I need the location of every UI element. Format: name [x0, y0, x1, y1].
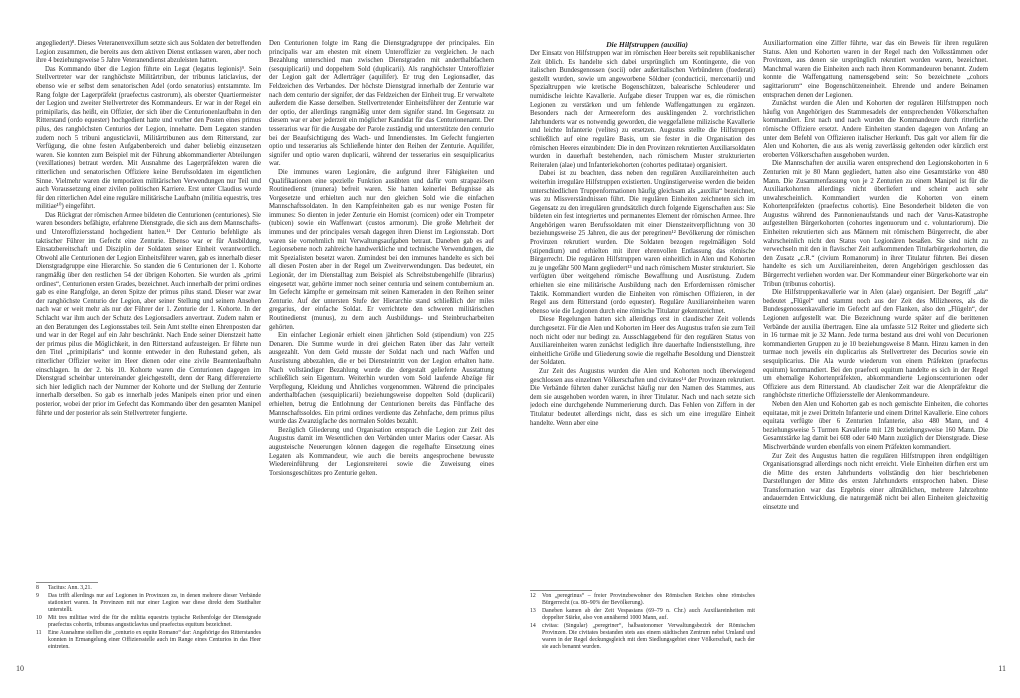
paragraph: Dabei ist zu beachten, dass neben den regulären Auxiliareinheiten auch weiterhin irreguläre Hilfstruppen existierten. Ungünstigerweise werden die beiden unterschiedlichen Truppenformationen häufig gleichsam als „auxilia“ bezeichnet, was zu Missverständnissen führt. Die regulären Einheiten zeichneten sich im Gegensatz zu den irregulären grundsätzlich durch folgende Eigenschaften aus: Sie bildeten ein fest integriertes und permanentes Element der römischen Armee. Ihre Angehörigen waren Berufssoldaten mit einer Dienstzeitverpflichtung von 30 beziehungsweise 25 Jahren, die aus der peregrinen¹² Bevölkerung der römischen Provinzen rekrutiert wurden. Die Soldaten bezogen regelmäßigen Sold (stipendium) und erhielten mit ihrer ehrenvollen Entlassung das römische Bürgerrecht. Die regulären Hilfstruppen waren einheitlich in Alen und Kohorten zu je ungefähr 500 Mann gegliedert¹³ und nach römischem Muster strukturiert. Sie verfügten über weitgehend römische Bewaffnung und Ausrüstung. Zudem erhielten sie eine militärische Ausbildung nach den Erfordernissen römischer Taktik. Kommandiert wurden die Einheiten von römischen Offizieren, in der Regel aus dem Ritterstand (ordo equester). Reguläre Auxiliareinheiten waren ebenso wie die Legionen durch eine römische Titulatur gekennzeichnet. — [530, 170, 755, 315]
footnote-text: Daneben kamen ab der Zeit Vespasians (69–79 n. Chr.) auch Auxiliareinheiten mit doppelter Stärke, also von annähernd 1000 Mann, auf. — [542, 608, 755, 621]
left-page-footnotes — [36, 582, 261, 652]
paragraph: Die immunes waren Legionäre, die aufgrund ihrer Fähigkeiten und Qualifikationen eine spezielle Funktion ausübten und dafür vom strapaziösen Routinedienst (munera) befreit waren. Sie hatten keinerlei Befugnisse als Vorgesetzte und erhielten auch nur den gleichen Sold wie die einfachen Mannschaftssoldaten. In den Kampfeinheiten gab es nur wenige Posten für immunes: So dienten in jeder Zenturie ein Hornist (cornicen) oder ein Trompeter (tubicen) sowie ein Waffenwart (custos armorum). Die große Mehrheit der immunes und der principales versah dagegen ihren Dienst im Legionsstab. Dort waren sie vornehmlich mit Verwaltungsaufgaben betraut. Daneben gab es auf Legionsebene noch zahlreiche handwerkliche und technische Verwendungen, die mit Spezialisten besetzt waren. Zumindest bei den immunes handelte es sich bei all diesen Posten aber in der Regel um Zweitverwendungen. Das bedeutet, ein Legionär, der im Dienstalltag zum Beispiel als Schreibstubengehilfe (librarius) eingesetzt war, gehörte immer noch seiner centuria und seinem contubernium an. Im Gefecht kämpfte er gemeinsam mit seinen Kameraden in den Reihen seiner Zenturie. Auf der untersten Stufe der Hierarchie stand schließlich der miles gregarius, der einfache Soldat. Er verrichtete den schweren militärischen Routinedienst (munus), zu dem auch Ausbildungs- und Steinbrucharbeiten gehörten. — [269, 168, 494, 331]
footnote — [530, 608, 755, 622]
footnote-number: 9 — [36, 593, 39, 599]
footnote — [36, 585, 261, 592]
left-page-column-1 — [36, 40, 261, 652]
paragraph: Das Rückgrat der römischen Armee bildeten die Centurionen (centuriones). Sie waren besonders befähigte, erfahrene Dienstgrade, die sich aus dem Mannschafts- und Unteroffiziersstand hochgedient hatten.¹¹ Der Centurio befehligte als taktischer Führer im Gefecht eine Zenturie. Ebenso war er für Ausbildung, Einsatzbereitschaft und Disziplin der Soldaten seiner Einheit verantwortlich. Obwohl alle Centurionen der Legion Einheitsführer waren, gab es innerhalb dieser Dienstgradgruppe eine Hierarchie. So standen die 6 Centurionen der 1. Kohorte rangmäßig über den restlichen 54 der übrigen Kohorten. Sie wurden als „primi ordines“, Centurionen ersten Grades, bezeichnet. Auch innerhalb der primi ordines gab es eine Rangfolge, an deren Spitze der primus pilus stand. Dieser war zwar der ranghöchste Centurio der Legion, aber seiner Stellung und seinem Ansehen nach war er weit mehr als nur der Führer der 1. Zenturie der 1. Kohorte. In der Schlacht war ihm auch der Schutz des Legionsadlers anvertraut. Zudem nahm er an den Beratungen des Legionsstabes teil. Sein Amt stellte einen Ehrenposten dar und war in der Regel auf ein Jahr beschränkt. Nach Ende seiner Dienstzeit hatte der primus pilus die Möglichkeit, in den Ritterstand aufzusteigen. Er führte nun den Titel „primipilaris“ und konnte entweder in den Ruhestand gehen, als ritterlicher Offizier weiter im Heer dienen oder eine zivile Beamtenlaufbahn einschlagen. In der 2. bis 10. Kohorte waren die Centurionen dagegen im Dienstgrad scheinbar untereinander gleichgestellt, denn der Rang differenzierte sich hier lediglich nach der Nummer der Kohorte und der Stellung der Zenturie innerhalb derselben. So gab es innerhalb jedes Manipels einen prior und einen posterior, wobei der prior im Gefecht das Kommando über den gesamten Manipel führte und der posterior als sein Stellvertreter fungierte. — [36, 211, 261, 417]
left-column-2-text — [269, 40, 494, 652]
footnote-text: civitas: (Singular) „peregriner“, halbautonomer Verwaltungsbezirk der Römischen Provinzen. Die civitates bestanden stets aus einem städtischen Zentrum nebst Umland und waren in der Regel deckungsgleich mit dem Siedlungsgebiet einer Völkerschaft, nach der sie auch benannt wurden. — [542, 623, 755, 650]
footnote-number: 14 — [530, 623, 536, 629]
footnote — [36, 630, 261, 651]
paragraph: Neben den Alen und Kohorten gab es noch gemischte Einheiten, die cohortes equitatae, mit je zwei Dritteln Infanterie und einem Drittel Kavallerie. Eine cohors equitata verfügte über 6 Zenturien Infanterie, also 480 Mann, und 4 beziehungsweise 5 Turmen Kavallerie mit 128 beziehungsweise 160 Mann. Die Gesamtstärke lag damit bei 608 oder 640 Mann zuzüglich der Dienstgrade. Diese Mischverbände wurden ebenfalls von einem Präfekten kommandiert. — [763, 400, 988, 451]
footnote-text: Eine Ausnahme stellten die „centurio ex equite Romano“ dar: Angehörige des Ritterstandes konnten in Ermangelung einer Offiziersstelle auch im Range eines Centurios in das Heer eintreten. — [48, 630, 261, 650]
right-page-footnotes — [530, 590, 755, 652]
footnote-text: Mit tres militiae wird die für die militia equestris typische Reihenfolge der Dienstgrade praefectus cohortis, tribunus angusticlavius und praefectus equitum bezeichnet. — [48, 615, 261, 628]
page-number-right: 11 — [998, 664, 1006, 673]
footnote-number: 10 — [36, 615, 42, 621]
paragraph: Das Kommando über die Legion führte ein Legat (legatus legionis)⁹. Sein Stellvertreter war der ranghöchste Militärtribun, der tribunus laticlavius, der ebenso wie er selbst dem senatorischen Adel (ordo senatorius) entstammte. Im Rang folgte der Lagerpräfekt (praefectus castrorum), als oberster Quartiermeister der Legion und zweiter Stellvertreter des Kommandeurs. Er war in der Regel ein primipilaris, das heißt, ein Offizier, der sich über die Centurionenlaufbahn in den Ritterstand (ordo equester) hochgedient hatte und vorher den Posten eines primus pilus, des ranghöchsten Centurios der Legion, innehatte. Dem Legaten standen zudem noch 5 tribuni angusticlavii, Militärtribunen aus dem Ritterstand, zur Verfügung, die ohne festen Aufgabenbereich und daher beliebig einzusetzen waren. Sie konnten zum Beispiel mit der Führung abkommandierter Abteilungen (vexillationes) betraut werden. Mit Ausnahme des Lagerpräfekten waren die ritterlichen und senatorischen Offiziere keine Berufssoldaten im eigentlichen Sinne. Vielmehr waren die temporären militärischen Verwendungen nur Teil und auch Voraussetzung einer zivilen politischen Karriere. Erst unter Claudius wurde für den ritterlichen Adel eine reguläre militärische Laufbahn (militia equestris, tres militiae¹⁰) eingeführt. — [36, 65, 261, 211]
paragraph: angegliedert)⁸. Dieses Veteranenvexillum setzte sich aus Soldaten der betreffenden Legion zusammen, die bereits aus dem aktiven Dienst entlassen waren, aber noch ihre 4 beziehungsweise 5 Jahre Veteranendienst abzuleisten hatten. — [36, 40, 261, 65]
footnote-text: Von „peregrinus“ – freier Provinzbewohner des Römischen Reiches ohne römisches Bürgerrecht (ca. 80–90% der Bevölkerung). — [542, 593, 755, 606]
footnote — [530, 623, 755, 651]
paragraph: Ein einfacher Legionär erhielt einen jährlichen Sold (stipendium) von 225 Denaren. Die Summe wurde in drei gleichen Raten über das Jahr verteilt ausgezahlt. Von dem Geld musste der Soldat nach und nach Waffen und Ausrüstung abbezahlen, die er bei Diensteintritt von der Legion erhalten hatte. Nach vollständiger Bezahlung wurde die dergestalt gelieferte Ausstattung schließlich sein Eigentum. Weiterhin wurden vom Sold laufende Abzüge für Verpflegung, Kleidung und Ähnliches vorgenommen. Während die principales anderthalbfachen (sesquiplicarii) beziehungsweise doppelten Sold (duplicarii) erhielten, betrug die Entlohnung der Centurionen bereits das Fünffache des Mannschaftssoldes. Ein primi ordines verdiente das Zehnfache, dem primus pilus wurde das Zwanzigfache des normalen Soldes bezahlt. — [269, 332, 494, 426]
right-page-column-2 — [763, 40, 988, 652]
right-column-1-text — [530, 40, 755, 584]
footnote-number: 13 — [530, 608, 536, 614]
section-heading-auxilia: Die Hilfstruppen (auxilia) — [606, 40, 688, 49]
paragraph: Zur Zeit des Augustus wurden die Alen und Kohorten noch überwiegend geschlossen aus einzelnen Völkerschaften und civitates¹⁴ der Provinzen rekrutiert. Die Verbände führten daher zunächst häufig nur den Namen des Stammes, aus dem sie ausgehoben worden waren, in ihrer Titulatur. Nach und nach setzte sich jedoch eine durchgehende Nummerierung durch. Das Fehlen von Ziffern in der Titulatur bedeutet allerdings nicht, dass es sich um eine irreguläre Einheit handelte. Wenn aber eine — [530, 367, 755, 427]
footnote — [36, 615, 261, 629]
paragraph: Die Mannschaften der auxilia waren entsprechend den Legionskohorten in 6 Zenturien mit je 80 Mann gegliedert, hatten also eine Gesamtstärke von 480 Mann. Die Zusammenfassung von je 2 Zenturien zu einem Manipel ist für die Auxiliarkohorten allerdings nicht überliefert und scheint auch sehr unwahrscheinlich. Kommandiert wurden die Kohorten von einem Kohortenpräfekten (praefectus cohortis). Eine Besonderheit bildeten die von Augustus während des Pannonienaufstands und nach der Varus-Katastrophe aufgestellten Bürgerkohorten (cohortes ingenuorum und c. voluntariorum). Die Einheiten rekrutierten sich aus Männern mit römischem Bürgerrecht, die aber wahrscheinlich nicht den Status von Legionären besaßen. Sie sind nicht zu verwechseln mit den in flavischer Zeit aufkommenden Titularbürgerkohorten, die den Zusatz „c.R.“ (civium Romanorum) in ihrer Titulatur führten. Bei diesen handelte es sich um Auxiliareinheiten, deren Angehörigen geschlossen das Bürgerrecht verliehen worden war. Der Kommandeur einer Bürgerkohorte war ein Tribun (tribunus cohortis). — [763, 160, 988, 288]
footnote — [530, 593, 755, 607]
footnote-text: Das trifft allerdings nur auf Legionen in Provinzen zu, in denen mehrere dieser Verbände stationiert waren. In Provinzen mit nur einer Legion war diese direkt dem Statthalter unterstellt. — [48, 593, 261, 613]
left-column-1-text — [36, 40, 261, 576]
paragraph: Die Hilfstruppenkavallerie war in Alen (alae) organisiert. Der Begriff „ala“ bedeutet „Flügel“ und stammt noch aus der Zeit des Milizheeres, als die Bundesgenossenkavallerie im Gefecht auf den Flanken, also den „Flügeln“, der Legionen aufgestellt war. Die Bezeichnung wurde später auf die berittenen Verbände der auxilia übertragen. Eine ala umfasste 512 Reiter und gliederte sich in 16 turmae mit je 32 Mann. Jede turma bestand aus drei wohl von Decurionen kommandierten Gruppen zu je 10 beziehungsweise 8 Mann. Hinzu kamen in den turmae noch jeweils ein duplicarius als Stellvertreter des Decurios sowie ein sesquiplicarius. Die Ala wurde wiederum von einem Präfekten (praefectus equitum) kommandiert. Bei den praefecti equitum handelte es sich in der Regel um ehemalige Kohortenpräfekten, abkommandierte Legionscenturionen oder Offiziere aus dem Ritterstand. Ab claudischer Zeit war die Alenpräfektur die ranghöchste ritterliche Offiziersstelle der Alenkommandeure. — [763, 289, 988, 400]
paragraph: Zunächst wurden die Alen und Kohorten der regulären Hilfstruppen noch häufig von Angehörigen des Stammesadels der entsprechenden Völkerschaften kommandiert. Erst nach und nach wurden die Kommandeure durch ritterliche römische Offiziere ersetzt. Andere Einheiten standen dagegen von Anfang an unter dem Befehl von Offizieren italischer Herkunft. Das galt vor allem für die Alen und Kohorten, die aus als wenig zuverlässig geltenden oder kürzlich erst eroberten Völkerschaften ausgehoben wurden. — [763, 100, 988, 159]
footnote-number: 12 — [530, 593, 536, 599]
paragraph: Diese Regelungen hatten sich allerdings erst in claudischer Zeit vollends durchgesetzt. Für die Alen und Kohorten im Heer des Augustus trafen sie zum Teil noch nicht oder nur bedingt zu. Ausschlaggebend für den regulären Status von Auxiliareinheiten waren zunächst lediglich ihre dauerhafte Indienststellung, ihre einheitliche Größe und Gliederung sowie die regelhafte Besoldung und Dienstzeit der Soldaten. — [530, 316, 755, 367]
paragraph: Der Einsatz von Hilfstruppen war im römischen Heer bereits seit republikanischer Zeit üblich. Es handelte sich dabei ursprünglich um Kontingente, die von italischen Bundesgenossen (socii) oder außeritalischen Verbündeten (foederati) gestellt wurden, sowie um angeworbene Söldner (conducticii, mercenarii) und Spezialtruppen wie kretische Bogenschützen, balearische Schleuderer und numidische leichte Kavallerie. Aufgabe dieser Truppen war es, die römischen Legionen zu verstärken und um fehlende Waffengattungen zu ergänzen. Besonders nach der Armeereform des ausklingenden 2. vorchristlichen Jahrhunderts war es notwendig geworden, die weggefallene milizische Kavallerie und leichte Infanterie (velites) zu ersetzen. Augustus stellte die Hilfstruppen schließlich auf eine reguläre Basis, um sie fester in die Organisation des römischen Heeres einzubinden: Die in den Provinzen rekrutierten Auxiliarsoldaten wurden in dauerhaft bestehenden, nach römischem Muster strukturierten Reiteralen (alae) und Infanteriekohorten (cohortes peditatae) organisiert. — [530, 50, 755, 169]
paragraph: Bezüglich Gliederung und Organisation entsprach die Legion zur Zeit des Augustus damit im Wesentlichen den Verbänden unter Marius oder Caesar. Als augusteische Neuerungen können dagegen die regelhafte Einsetzung eines Legaten als Kommandeur, wie auch die bereits angesprochene bewusste Wiedereinführung der Legionsreiterei sowie die Zuweisung eines Torsionsgeschützes pro Zenturie gelten. — [269, 426, 494, 477]
page-number-left: 10 — [16, 664, 24, 673]
paragraph: Auxiliarformation eine Ziffer führte, war das ein Beweis für ihren regulären Status. Alen und Kohorten waren in der Regel nach den Volksstämmen oder Provinzen, aus denen sie ursprünglich rekrutiert worden waren, bezeichnet. Manchmal waren die Einheiten auch nach ihren Kommandeuren benannt. Zudem konnte die Waffengattung namensgebend sein: So bezeichnete „cohors sagittariorum“ eine Bogenschützeneinheit. Ehrende und andere Beinamen entsprachen denen der Legionen. — [763, 40, 988, 99]
footnote-text: Tacitus: Ann. 3,21. — [48, 585, 92, 591]
paragraph: Zur Zeit des Augustus hatten die regulären Hilfstruppen ihren endgültigen Organisationsgrad allerdings noch nicht erreicht. Viele Einheiten dürften erst um die Mitte des ersten Jahrhunderts vollständig den hier beschriebenen Darstellungen der Mitte des ersten Jahrhunderts entsprochen haben. Diese Transformation war das Ergebnis einer allmählichen, mehrere Jahrzehnte andauernden Entwicklung, die naturgemäß nicht bei allen Einheiten gleichzeitig einsetzte und — [763, 452, 988, 512]
footnote — [36, 593, 261, 614]
paragraph: Den Centurionen folgte im Rang die Dienstgradgruppe der principales. Ein principalis war am ehesten mit einem Unteroffizier zu vergleichen. Je nach Bezahlung unterschied man zwischen Dienstgraden mit anderthalbfachem (sesquiplicarii) und doppeltem Sold (duplicarii). Als ranghöchster Unteroffizier der Legion galt der Adlerträger (aquilifer). Er trug den Legionsadler, das Feldzeichen des Verbandes. Der höchste Dienstgrad innerhalb der Zenturie war nach dem centurio der signifer, der das Feldzeichen der Einheit trug. Er verwaltete außerdem die Kasse derselben. Stellvertretender Einheitsführer der Zenturie war der optio, der allerdings rangmäßig unter dem signifer stand. Im Gegensatz zu diesem war er aber jederzeit ein möglicher Kandidat für das Centurionenamt. Der tesserarius war für die Ausgabe der Parole zuständig und unterstützte den centurio bei der Beaufsichtigung des Wach- und Innendienstes. Im Gefecht fungierten optio und tesserarius als Schließende hinter den Reihen der Zenturie. Aquilifer, signifer und optio waren duplicarii, während der tesserarius ein sesquiplicarius war. — [269, 40, 494, 168]
left-page-column-2 — [269, 40, 494, 652]
footnote-number: 11 — [36, 630, 42, 636]
right-column-2-text — [763, 40, 988, 652]
footnote-number: 8 — [36, 585, 39, 591]
right-page-column-1 — [530, 40, 755, 652]
